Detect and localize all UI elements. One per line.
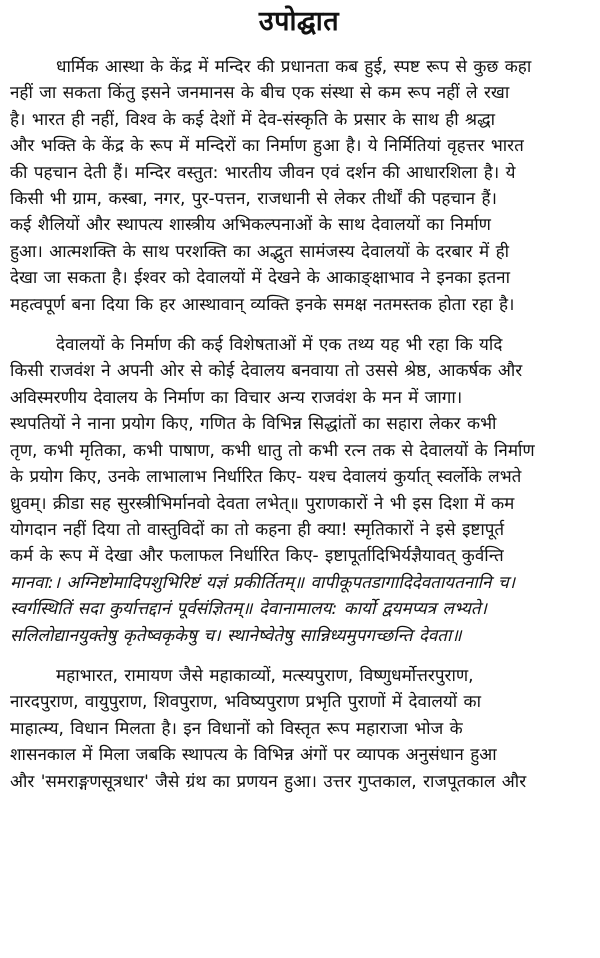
page-title: उपोद्घात [258, 6, 340, 37]
text-line: योगदान नहीं दिया तो वास्तुविदों का तो कहना ही क्या! स्मृतिकारों ने इसे इष्टापूर्त [10, 519, 505, 540]
text-line: तृण, कभी मृतिका, कभी पाषाण, कभी धातु तो कभी रत्न तक से देवालयों के निर्माण [10, 440, 535, 461]
text-line: अविस्मरणीय देवालय के निर्माण का विचार अन्य राजवंश के मन में जागा। [10, 387, 463, 408]
text-line: देखा जा सकता है। ईश्वर को देवालयों में देखने के आकाङ्क्षाभाव ने इनका इतना [10, 268, 511, 289]
paragraph-1 [10, 54, 588, 318]
text-line: धार्मिक आस्था के केंद्र में मन्दिर की प्रधानता कब हुई, स्पष्ट रूप से कुछ कहा [56, 57, 532, 77]
paragraph-gap [10, 649, 588, 663]
text-line: की पहचान देती हैं। मन्दिर वस्तुत: भारतीय जीवन एवं दर्शन की आधारशिला है। ये [10, 162, 516, 183]
sanskrit-quote-line: मानवा:। अग्निष्टोमादिपशुभिरिष्टं यज्ञं प्रकीर्तितम्॥ वापीकूपतडागादिदेवतायतनानि च। [10, 572, 516, 593]
text-line: देवालयों के निर्माण की कई विशेषताओं में एक तथ्य यह भी रहा कि यदि [56, 335, 503, 356]
text-line: है। भारत ही नहीं, विश्व के कई देशों में देव-संस्कृति के प्रसार के साथ ही श्रद्धा [10, 109, 496, 130]
sanskrit-quote-line: सलिलोद्यानयुक्तेषु कृतेष्वकृकेषु च। स्थानेष्वेतेषु सान्निध्यमुपगच्छन्ति देवता॥ [10, 625, 462, 646]
document-page [0, 2, 600, 958]
text-line: किसी भी ग्राम, कस्बा, नगर, पुर-पत्तन, राजधानी से लेकर तीर्थों की पहचान हैं। [10, 189, 497, 210]
text-line: नहीं जा सकता किंतु इसने जनमानस के बीच एक संस्था से कम रूप नहीं ले रखा [10, 83, 510, 104]
text-line: ध्रुवम्। क्रीडा सह सुरस्त्रीभिर्मानवो देवता लभेत्॥ पुराणकारों ने भी इस दिशा में कम [10, 493, 515, 514]
text-line: नारदपुराण, वायुपुराण, शिवपुराण, भविष्यपुराण प्रभृति पुराणों में देवालयों का [10, 692, 482, 713]
text-line: और 'समराङ्गणसूत्रधार' जैसे ग्रंथ का प्रणयन हुआ। उत्तर गुप्तकाल, राजपूतकाल और [10, 771, 527, 792]
sanskrit-quote-line: स्वर्गस्थितिं सदा कुर्यात्तद्दानं पूर्वसंज्ञितम्॥ देवानामालय: कार्यो द्वयमप्यत्र लभ्यते। [10, 599, 487, 620]
text-line: महत्वपूर्ण बना दिया कि हर आस्थावान् व्यक्ति इनके समक्ष नतमस्तक होता रहा है। [10, 294, 515, 315]
text-line: कई शैलियों और स्थापत्य शास्त्रीय अभिकल्पनाओं के साथ देवालयों का निर्माण [10, 215, 491, 236]
paragraph-2 [10, 332, 588, 649]
text-line: कर्म के रूप में देखा और फलाफल निर्धारित किए- इष्टापूर्तादिभिर्यज्ञैयावत् कुर्वन्ति [10, 546, 504, 567]
text-line: के प्रयोग किए, उनके लाभालाभ निर्धारित किए- यश्च देवालयं कुर्यात् स्वर्लोके लभते [10, 467, 522, 488]
paragraph-3 [10, 663, 588, 795]
text-line: माहात्म्य, विधान मिलता है। इन विधानों को विस्तृत रूप महाराजा भोज के [10, 718, 463, 739]
paragraph-gap [10, 318, 588, 332]
text-line: हुआ। आत्मशक्ति के साथ परशक्ति का अद्भुत सामंजस्य देवालयों के दरबार में ही [10, 241, 510, 262]
text-line: और भक्ति के केंद्र के रूप में मन्दिरों का निर्माण हुआ है। ये निर्मितियां वृहत्तर भारत [10, 136, 524, 157]
text-line: महाभारत, रामायण जैसे महाकाव्यों, मत्स्यपुराण, विष्णुधर्मोत्तरपुराण, [56, 665, 474, 686]
text-line: स्थपतियों ने नाना प्रयोग किए, गणित के विभिन्न सिद्धांतों का सहारा लेकर कभी [10, 414, 497, 435]
text-line: शासनकाल में मिला जबकि स्थापत्य के विभिन्न अंगों पर व्यापक अनुसंधान हुआ [10, 745, 497, 766]
text-line: किसी राजवंश ने अपनी ओर से कोई देवालय बनवाया तो उससे श्रेष्ठ, आकर्षक और [10, 361, 523, 382]
